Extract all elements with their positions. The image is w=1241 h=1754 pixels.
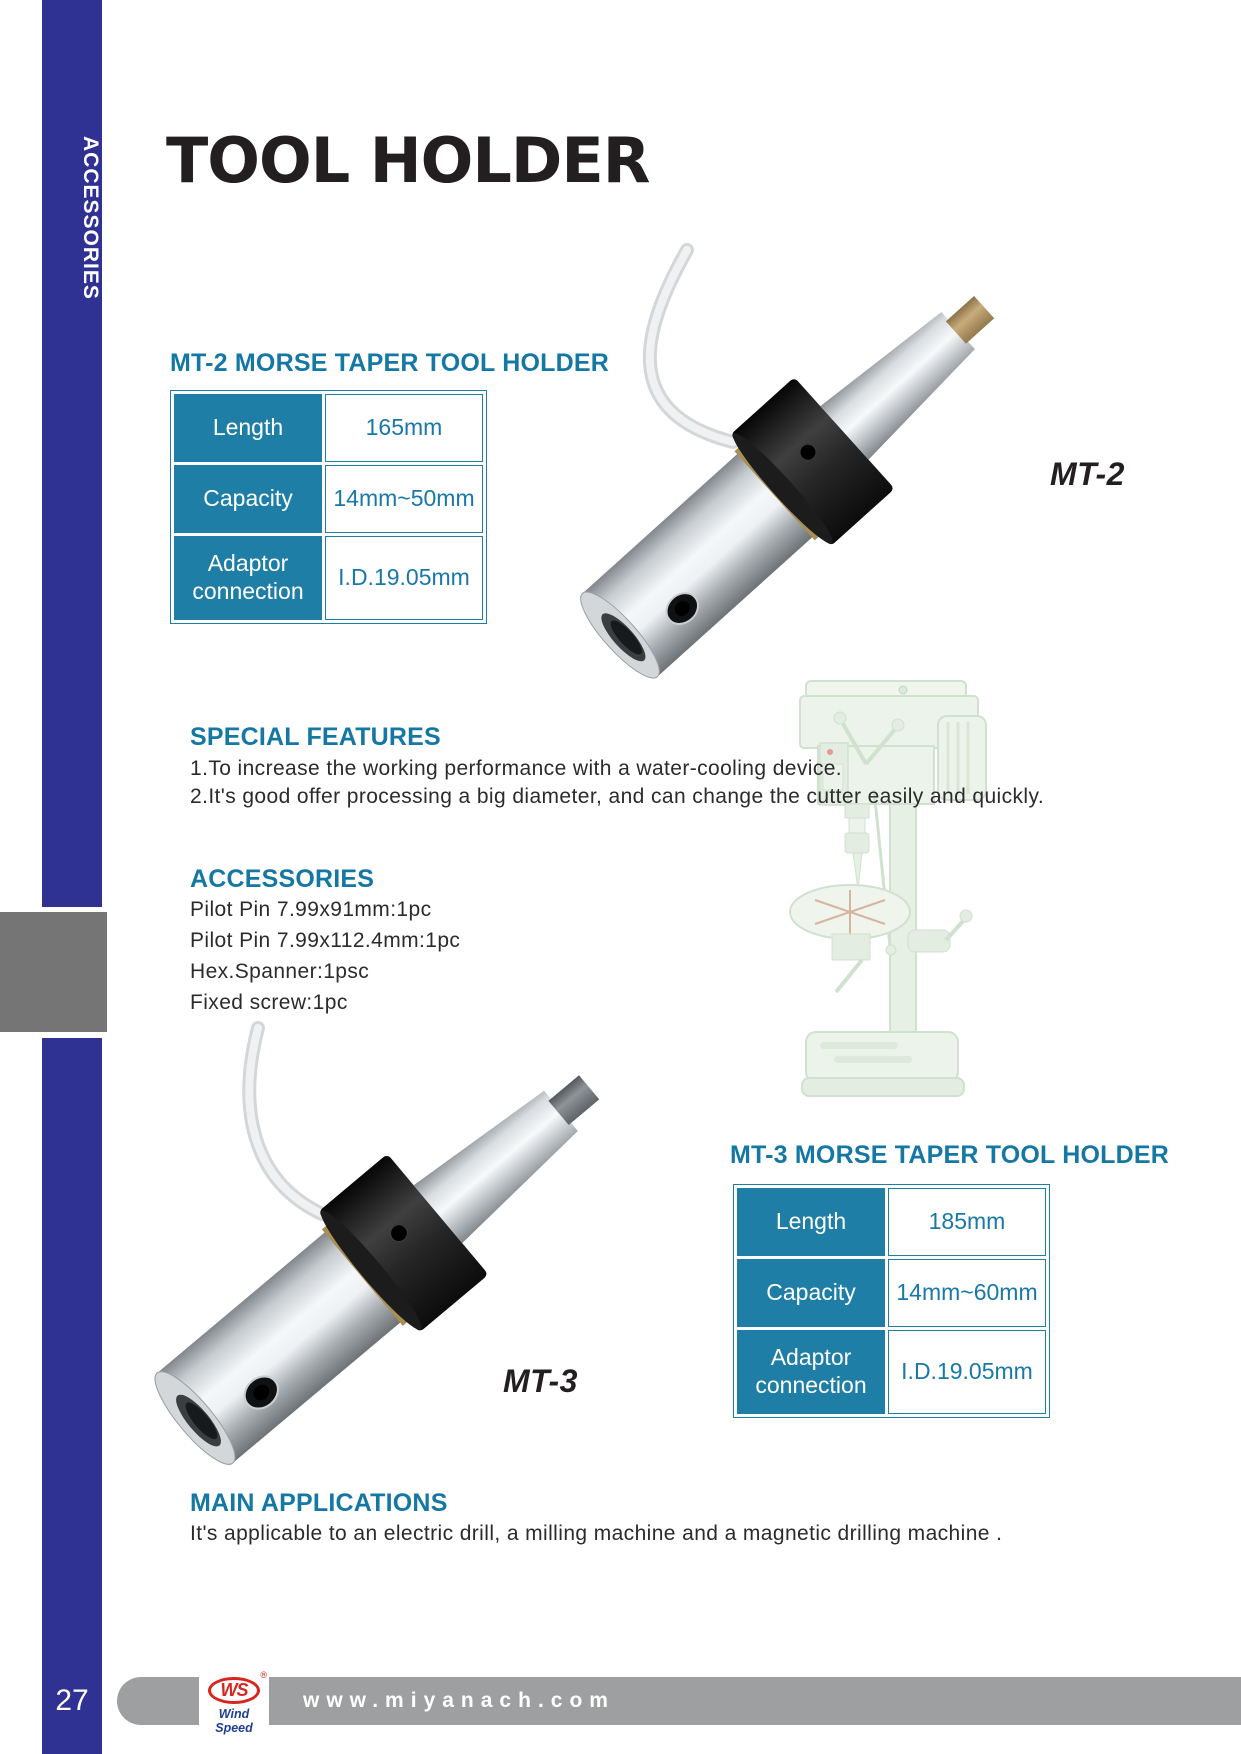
accessory-item: Hex.Spanner:1psc [190, 960, 370, 983]
spec-label: Capacity [737, 1259, 885, 1327]
mt3-product-label: MT-3 [503, 1363, 578, 1399]
mt2-spec-table [170, 390, 487, 624]
spec-label: Length [737, 1188, 885, 1256]
drill-press-illustration [790, 681, 986, 1096]
mt2-heading: MT-2 MORSE TAPER TOOL HOLDER [170, 349, 609, 377]
page-title: TOOL HOLDER [166, 124, 650, 197]
table-row [174, 536, 483, 620]
table-row [174, 465, 483, 533]
special-feature-line: 2.It's good offer processing a big diameter, and can change the cutter easily and quickly. [190, 785, 1045, 808]
spec-label: Adaptor connection [737, 1330, 885, 1414]
coolant-tube [650, 250, 733, 442]
special-features-heading: SPECIAL FEATURES [190, 723, 441, 751]
spec-label: Capacity [174, 465, 322, 533]
table-row [737, 1259, 1046, 1327]
mt3-product-image [132, 1027, 640, 1489]
spec-value: I.D.19.05mm [325, 536, 483, 620]
spec-label: Adaptor connection [174, 536, 322, 620]
table-row [737, 1330, 1046, 1414]
main-applications-heading: MAIN APPLICATIONS [190, 1489, 448, 1517]
spec-value: 165mm [325, 394, 483, 462]
accessory-item: Pilot Pin 7.99x112.4mm:1pc [190, 929, 461, 952]
mt2-product-image [558, 250, 1034, 701]
mt2-product-label: MT-2 [1050, 456, 1125, 492]
accessory-item: Pilot Pin 7.99x91mm:1pc [190, 898, 432, 921]
spec-value: 14mm~50mm [325, 465, 483, 533]
mt3-spec-table [733, 1184, 1050, 1418]
spec-value: 185mm [888, 1188, 1046, 1256]
table-row [737, 1188, 1046, 1256]
table-row [174, 394, 483, 462]
spec-value: 14mm~60mm [888, 1259, 1046, 1327]
website-url: www.miyanach.com [303, 1689, 615, 1712]
brand-name: Wind Speed [215, 1707, 253, 1735]
ws-logo-icon [208, 1677, 260, 1704]
footer-bar [117, 1677, 1241, 1725]
mt3-heading: MT-3 MORSE TAPER TOOL HOLDER [730, 1141, 1169, 1169]
sidebar-vertical-label: ACCESSORIES [79, 136, 102, 300]
accessories-heading: ACCESSORIES [190, 865, 375, 893]
main-applications-body: It's applicable to an electric drill, a milling machine and a magnetic drilling machine . [190, 1522, 1003, 1545]
spec-label: Length [174, 394, 322, 462]
registered-trademark-icon: ® [260, 1670, 267, 1680]
spec-value: I.D.19.05mm [888, 1330, 1046, 1414]
page-number: 27 [55, 1684, 89, 1717]
brand-logo [199, 1668, 269, 1735]
brand-initials: WS [220, 1680, 248, 1700]
accessory-item: Fixed screw:1pc [190, 991, 348, 1014]
special-feature-line: 1.To increase the working performance with a water-cooling device. [190, 757, 843, 780]
